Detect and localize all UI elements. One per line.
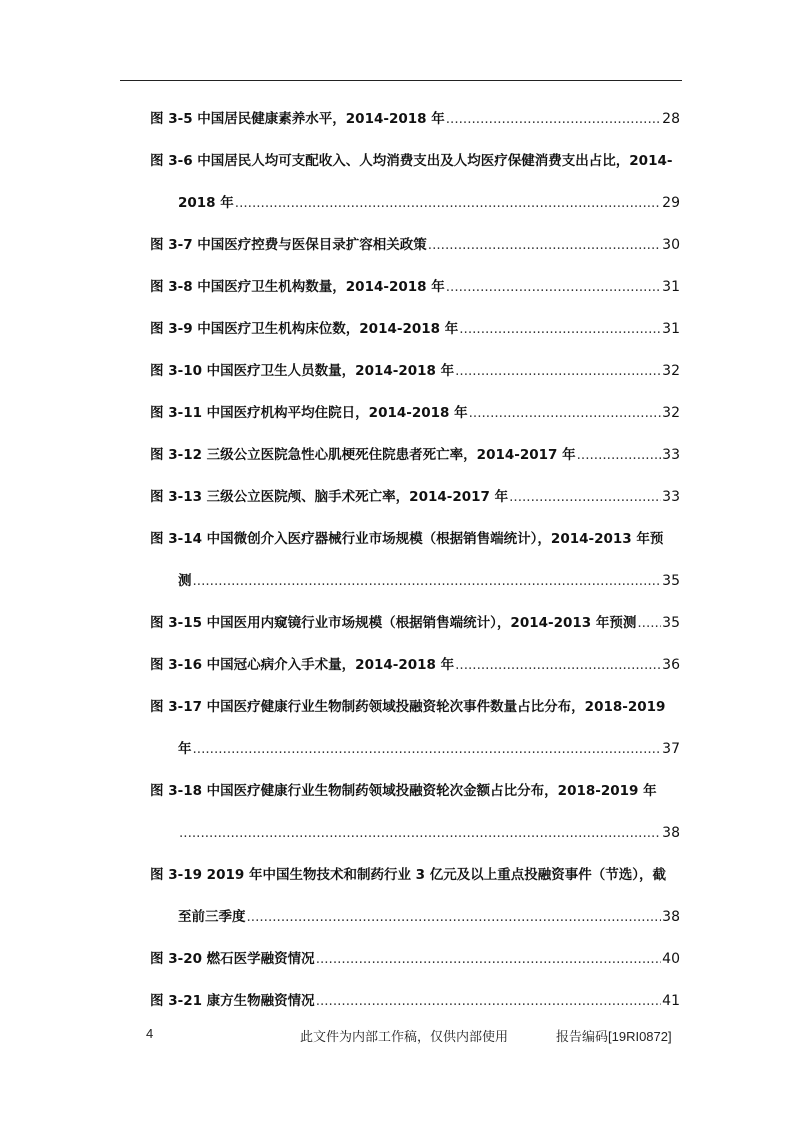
toc-entry-page: 38 bbox=[662, 825, 680, 841]
toc-entry-page: 36 bbox=[662, 657, 680, 673]
toc-entry-title: 2018 年 bbox=[178, 195, 234, 211]
footer-page-number: 4 bbox=[146, 1026, 154, 1041]
toc-entry-title: 图 3-12 三级公立医院急性心肌梗死住院患者死亡率，2014-2017 年 bbox=[150, 447, 576, 463]
toc-entry[interactable] bbox=[150, 362, 680, 380]
toc-entry-title: 测 bbox=[178, 573, 192, 589]
toc-entry-page: 32 bbox=[662, 363, 680, 379]
toc-entry-page: 35 bbox=[662, 573, 680, 589]
toc-entry[interactable] bbox=[178, 908, 680, 926]
header-rule bbox=[120, 80, 682, 81]
toc-entry-page: 35 bbox=[662, 615, 680, 631]
toc-leader bbox=[193, 572, 662, 590]
toc-entry-title: 图 3-9 中国医疗卫生机构床位数，2014-2018 年 bbox=[150, 321, 459, 337]
toc-entry-title: 图 3-5 中国居民健康素养水平，2014-2018 年 bbox=[150, 111, 445, 127]
toc-entry-first-line[interactable]: 图 3-18 中国医疗健康行业生物制药领域投融资轮次金额占比分布，2018-2019 年 bbox=[150, 783, 657, 799]
toc-entry-title: 图 3-21 康方生物融资情况 bbox=[150, 993, 315, 1009]
toc-entry[interactable] bbox=[178, 194, 680, 212]
toc-leader bbox=[316, 950, 661, 968]
toc-entry-page: 29 bbox=[662, 195, 680, 211]
toc-leader bbox=[469, 404, 662, 422]
toc-leader bbox=[446, 110, 661, 128]
toc-entry[interactable] bbox=[150, 236, 680, 254]
toc-entry-title: 图 3-20 燃石医学融资情况 bbox=[150, 951, 315, 967]
footer-report-code: 报告编码[19RI0872] bbox=[556, 1029, 672, 1044]
toc-entry-page: 40 bbox=[662, 951, 680, 967]
toc-leader bbox=[577, 446, 662, 464]
toc-entry[interactable] bbox=[150, 110, 680, 128]
toc-entry-title: 至前三季度 bbox=[178, 909, 246, 925]
toc-entry-page: 31 bbox=[662, 279, 680, 295]
toc-entry-page: 38 bbox=[662, 909, 680, 925]
toc-entry-page: 32 bbox=[662, 405, 680, 421]
footer-notice: 此文件为内部工作稿，仅供内部使用 bbox=[300, 1029, 509, 1044]
toc-entry-title: 图 3-13 三级公立医院颅、脑手术死亡率，2014-2017 年 bbox=[150, 489, 509, 505]
toc-leader bbox=[316, 992, 661, 1010]
toc-entry-title: 图 3-7 中国医疗控费与医保目录扩容相关政策 bbox=[150, 237, 427, 253]
toc-leader bbox=[193, 740, 662, 758]
toc-entry-page: 33 bbox=[662, 447, 680, 463]
toc-entry[interactable] bbox=[150, 320, 680, 338]
toc-leader bbox=[247, 908, 662, 926]
toc-leader bbox=[637, 614, 661, 632]
toc-entry-title: 图 3-11 中国医疗机构平均住院日，2014-2018 年 bbox=[150, 405, 468, 421]
toc-entry-page: 30 bbox=[662, 237, 680, 253]
toc-entry-page: 41 bbox=[662, 993, 680, 1009]
toc-entry-first-line[interactable]: 图 3-14 中国微创介入医疗器械行业市场规模（根据销售端统计），2014-2013 年预 bbox=[150, 531, 664, 547]
toc-entry-page: 31 bbox=[662, 321, 680, 337]
toc-leader bbox=[235, 194, 661, 212]
toc-entry[interactable] bbox=[178, 824, 680, 842]
toc-entry[interactable] bbox=[150, 446, 680, 464]
toc-entry-title: 图 3-10 中国医疗卫生人员数量，2014-2018 年 bbox=[150, 363, 455, 379]
toc-entry[interactable] bbox=[178, 740, 680, 758]
toc-entry-first-line[interactable]: 图 3-17 中国医疗健康行业生物制药领域投融资轮次事件数量占比分布，2018-2019 bbox=[150, 699, 666, 715]
toc-entry-page: 28 bbox=[662, 111, 680, 127]
toc-entry-page: 37 bbox=[662, 741, 680, 757]
toc-entry[interactable] bbox=[150, 950, 680, 968]
toc-leader bbox=[179, 824, 661, 842]
toc-leader bbox=[446, 278, 661, 296]
toc-entry[interactable] bbox=[150, 614, 680, 632]
toc-entry[interactable] bbox=[150, 656, 680, 674]
toc-leader bbox=[428, 236, 661, 254]
toc-entry-first-line[interactable]: 图 3-19 2019 年中国生物技术和制药行业 3 亿元及以上重点投融资事件（节选），截 bbox=[150, 867, 666, 883]
toc-entry[interactable] bbox=[150, 992, 680, 1010]
toc-leader bbox=[509, 488, 661, 506]
toc-leader bbox=[455, 656, 661, 674]
toc-entry-page: 33 bbox=[662, 489, 680, 505]
toc-entry-title: 图 3-15 中国医用内窥镜行业市场规模（根据销售端统计），2014-2013 年预测 bbox=[150, 615, 637, 631]
toc-entry[interactable] bbox=[150, 278, 680, 296]
toc-entry-title: 图 3-16 中国冠心病介入手术量，2014-2018 年 bbox=[150, 657, 455, 673]
toc-leader bbox=[459, 320, 661, 338]
toc-entry[interactable] bbox=[178, 572, 680, 590]
toc-entry[interactable] bbox=[150, 488, 680, 506]
toc-entry-first-line[interactable]: 图 3-6 中国居民人均可支配收入、人均消费支出及人均医疗保健消费支出占比，2014- bbox=[150, 153, 673, 169]
toc-entry-title: 图 3-8 中国医疗卫生机构数量，2014-2018 年 bbox=[150, 279, 445, 295]
toc-entry[interactable] bbox=[150, 404, 680, 422]
toc-leader bbox=[455, 362, 661, 380]
toc-entry-title: 年 bbox=[178, 741, 192, 757]
